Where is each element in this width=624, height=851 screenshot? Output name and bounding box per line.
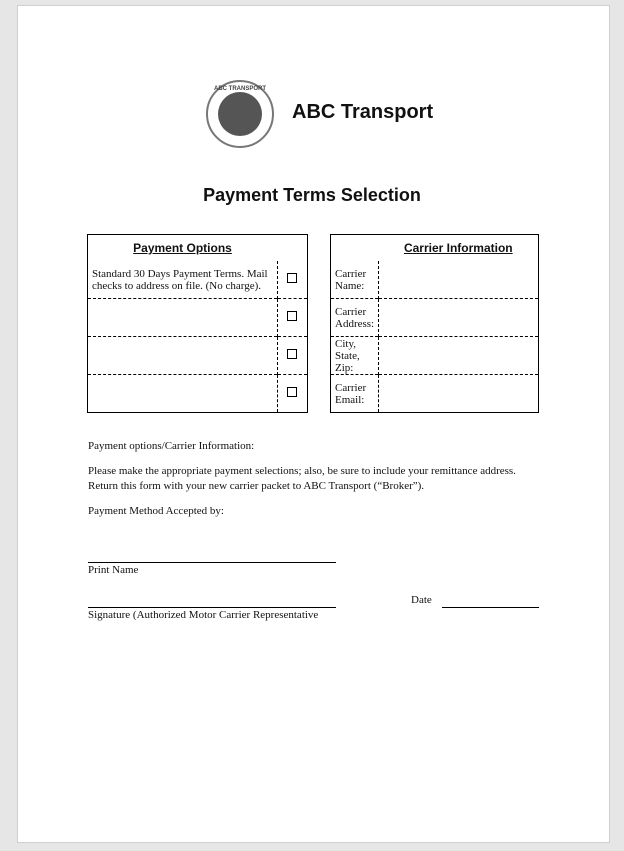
table-row	[331, 337, 539, 375]
logo-text: ABC TRANSPORT	[214, 86, 266, 92]
page-title: Payment Terms Selection	[203, 185, 421, 205]
section-label: Payment options/Carrier Information:	[88, 440, 255, 452]
city-state-zip-field[interactable]	[379, 337, 539, 375]
field-label: Carrier Name:	[335, 267, 367, 292]
option-text[interactable]	[88, 375, 278, 413]
table-row	[88, 337, 308, 375]
carrier-name-field[interactable]	[379, 261, 539, 299]
table-row	[88, 261, 308, 299]
date-line[interactable]	[442, 607, 539, 608]
payment-options-table	[87, 234, 308, 413]
table-row	[331, 375, 539, 413]
carrier-email-field[interactable]	[379, 375, 539, 413]
option-checkbox[interactable]	[287, 349, 297, 359]
field-label: City, State, Zip:	[331, 337, 379, 375]
table-row	[88, 299, 308, 337]
field-label: Carrier Address:	[331, 299, 379, 337]
option-text: Standard 30 Days Payment Terms. Mail checks to address on file. (No charge).	[92, 267, 268, 292]
date-label: Date	[411, 594, 432, 606]
print-name-line[interactable]	[88, 562, 336, 563]
field-label: Carrier Email:	[331, 375, 379, 413]
option-text[interactable]	[88, 299, 278, 337]
carrier-info-header: Carrier Information	[403, 241, 513, 255]
payment-options-header: Payment Options	[133, 241, 232, 255]
carrier-address-field[interactable]	[379, 299, 539, 337]
instructions-line-2: Return this form with your new carrier packet to ABC Transport (“Broker”).	[88, 480, 425, 492]
print-name-label: Print Name	[88, 564, 139, 576]
table-row	[331, 261, 539, 299]
truck-icon	[218, 92, 262, 136]
table-row	[88, 375, 308, 413]
instructions-line-1: Please make the appropriate payment selections; also, be sure to include your remittance address.	[88, 465, 516, 477]
accepted-by-label: Payment Method Accepted by:	[88, 505, 224, 517]
option-checkbox[interactable]	[287, 387, 297, 397]
option-checkbox[interactable]	[287, 273, 297, 283]
signature-label: Signature (Authorized Motor Carrier Representative	[88, 609, 319, 621]
option-checkbox[interactable]	[287, 311, 297, 321]
table-row	[331, 299, 539, 337]
document-page	[17, 5, 610, 843]
company-logo	[206, 80, 274, 148]
option-text[interactable]	[88, 337, 278, 375]
signature-line[interactable]	[88, 607, 336, 608]
carrier-info-table	[330, 234, 539, 413]
company-name: ABC Transport	[292, 101, 434, 123]
